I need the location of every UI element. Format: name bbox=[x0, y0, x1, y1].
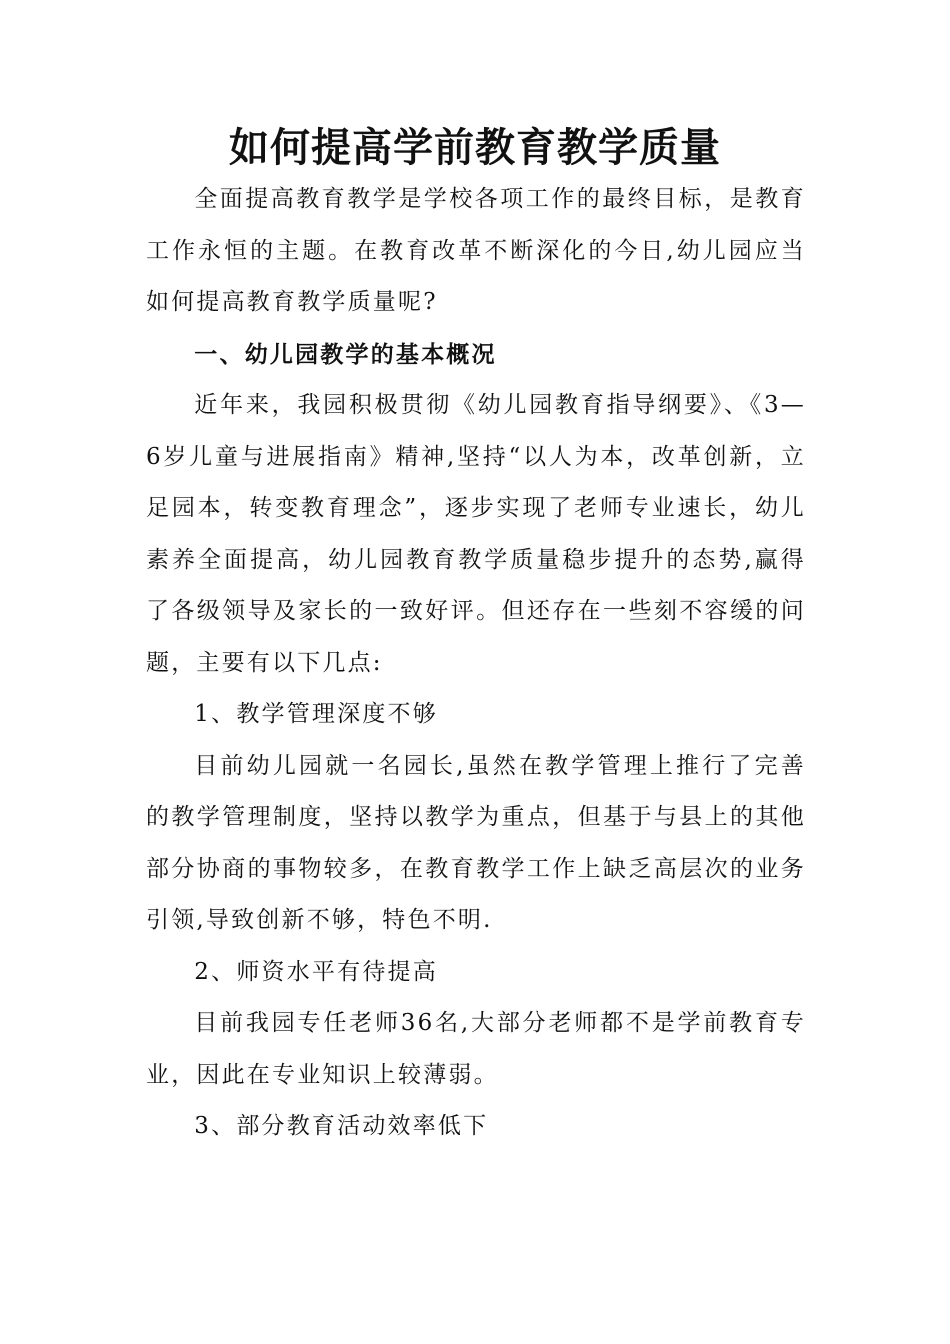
item-heading-activity-efficiency: 3、部分教育活动效率低下 bbox=[194, 1113, 489, 1139]
overview-paragraph: 近年来，我园积极贯彻《幼儿园教育指导纲要》、《3—6岁儿童与进展指南》精神,坚持“以人为本，改革创新，立足园本，转变教育理念”，逐步实现了老师专业速长，幼儿素养全面提高，幼儿园教育教学质量稳步提升的态势,赢得了各级领导及家长的一致好评。但还存在一些刻不容缓的问题，主要有以下几点: bbox=[146, 392, 806, 676]
intro-paragraph: 全面提高教育教学是学校各项工作的最终目标，是教育工作永恒的主题。在教育改革不断深化的今日,幼儿园应当如何提高教育教学质量呢? bbox=[146, 186, 806, 315]
section-heading-overview: 一、幼儿园教学的基本概况 bbox=[194, 340, 497, 368]
document-title: 如何提高学前教育教学质量 bbox=[229, 124, 721, 171]
teacher-level-paragraph: 目前我园专任老师36名,大部分老师都不是学前教育专业，因此在专业知识上较薄弱。 bbox=[146, 1010, 806, 1088]
item-heading-teaching-management: 1、教学管理深度不够 bbox=[194, 701, 438, 727]
teaching-management-paragraph: 目前幼儿园就一名园长,虽然在教学管理上推行了完善的教学管理制度，坚持以教学为重点，但基于与县上的其他部分协商的事物较多，在教育教学工作上缺乏高层次的业务引领,导致创新不够，特色不明. bbox=[146, 752, 806, 933]
item-heading-teacher-level: 2、师资水平有待提高 bbox=[194, 958, 438, 985]
document-body bbox=[146, 174, 806, 1153]
